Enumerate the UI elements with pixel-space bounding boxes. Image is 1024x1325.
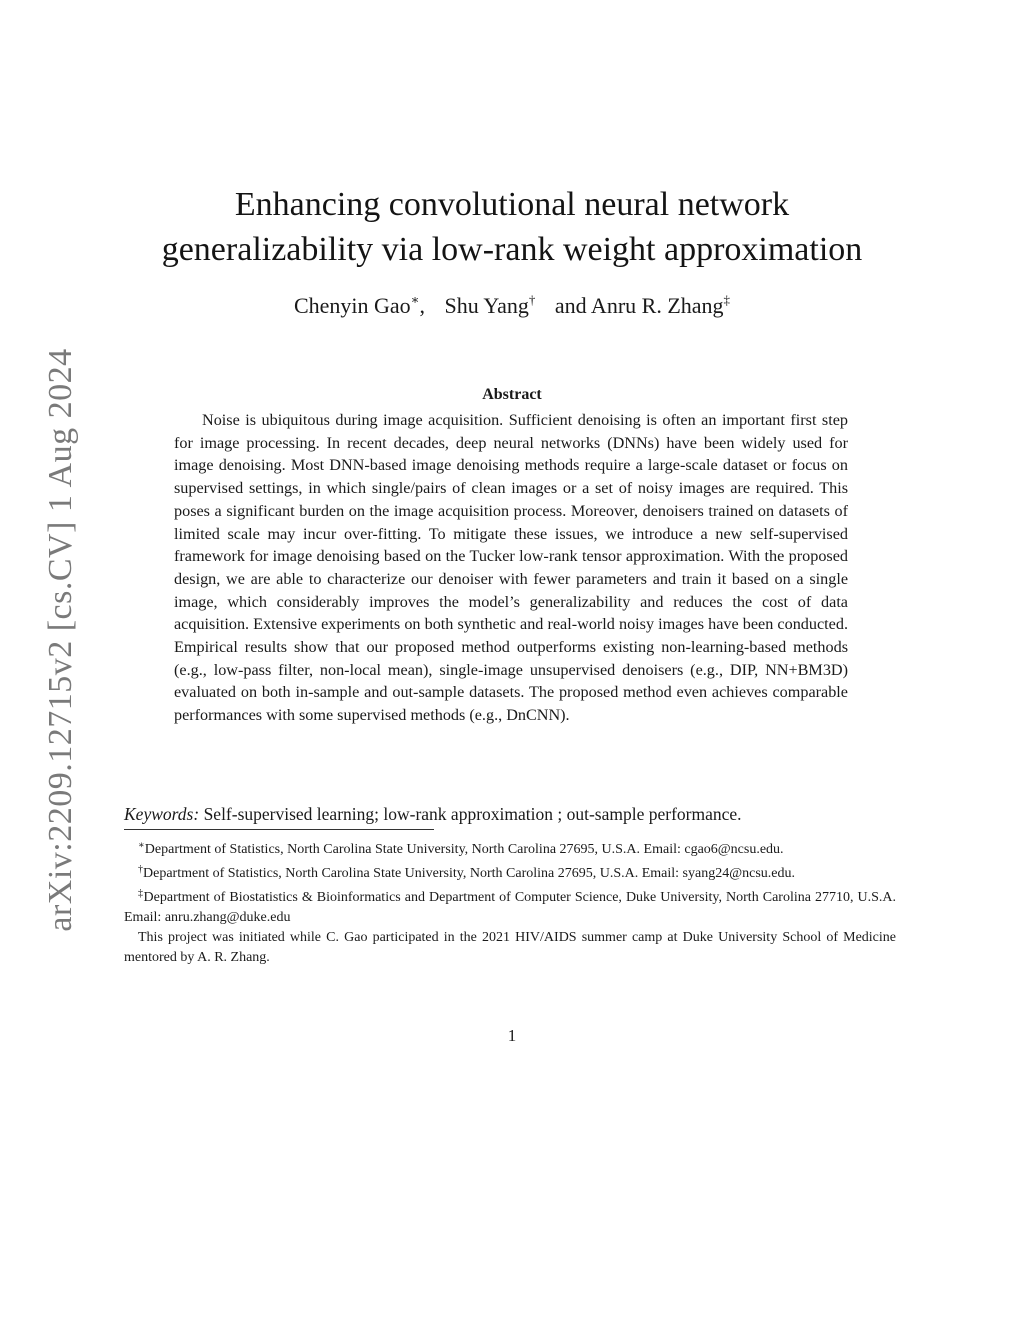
footnote-mark: † — [138, 864, 143, 875]
footnote-mark: ‡ — [138, 888, 144, 899]
footnote — [124, 860, 896, 884]
keywords — [124, 804, 904, 825]
keywords-label: Keywords: — [124, 804, 200, 824]
author-1 — [294, 293, 425, 318]
author-list — [120, 292, 904, 319]
footnote — [124, 884, 896, 928]
keywords-text: Self-supervised learning; low-rank approximation ; out-sample performance. — [203, 804, 742, 824]
author-3 — [555, 293, 730, 318]
arxiv-identifier: arXiv:2209.12715v2 [cs.CV] 1 Aug 2024 — [42, 348, 79, 932]
footnote-text: This project was initiated while C. Gao participated in the 2021 HIV/AIDS summer camp at Duke University School of Medicine mentored by A. R. Zhang. — [124, 930, 896, 965]
title-line-1: Enhancing convolutional neural network — [234, 186, 790, 223]
footnote-text: Department of Biostatistics & Bioinformatics and Department of Computer Science, Duke University, North Carolina 27710, U.S.A. Email: anru.zhang@duke.edu — [124, 890, 897, 925]
author-name: Chenyin Gao — [293, 293, 411, 318]
footnote-divider — [124, 829, 434, 830]
author-separator: , — [419, 293, 425, 318]
abstract-heading: Abstract — [482, 386, 542, 403]
footnote — [124, 928, 896, 968]
author-footnote-mark: ∗ — [410, 292, 420, 307]
footnote-text: Department of Statistics, North Carolina State University, North Carolina 27695, U.S.A. Email: syang24@ncsu.edu. — [143, 866, 795, 881]
author-footnote-mark: ‡ — [723, 292, 731, 307]
footnote-mark: ∗ — [138, 840, 145, 851]
author-footnote-mark: † — [528, 292, 536, 307]
footnote — [124, 836, 896, 860]
author-2 — [445, 293, 536, 318]
title-line-2: generalizability via low-rank weight approximation — [161, 231, 863, 268]
author-name: and Anru R. Zhang — [554, 293, 724, 318]
author-name: Shu Yang — [444, 293, 529, 318]
abstract-text: Noise is ubiquitous during image acquisition. Sufficient denoising is often an important first step for image processing. In recent decades, deep neural networks (DNNs) have been widely used for image denoising. Most DNN-based image denoising methods require a large-scale dataset or focus on supervised settings, in which single/pairs of clean images or a set of noisy images are required. This poses a significant burden on the image acquisition process. Moreover, denoisers trained on datasets of limited scale may incur over-fitting. To mitigate these issues, we introduce a new self-supervised framework for image denoising based on the Tucker low-rank tensor approximation. With the proposed design, we are able to characterize our denoiser with fewer parameters and train it based on a single image, which considerably improves the model’s generalizability and reduces the cost of data acquisition. Extensive experiments on both synthetic and real-world noisy images have been conducted. Empirical results show that our proposed method outperforms existing non-learning-based methods (e.g., low-pass filter, non-local mean), single-image unsupervised denoisers (e.g., DIP, NN+BM3D) evaluated on both in-sample and out-sample datasets. The proposed method even achieves comparable performances with some supervised methods (e.g., DnCNN). — [174, 411, 848, 725]
paper-title — [120, 182, 904, 272]
page-number: 1 — [507, 1026, 517, 1045]
footnotes — [124, 836, 896, 968]
footnote-text: Department of Statistics, North Carolina State University, North Carolina 27695, U.S.A. Email: cgao6@ncsu.edu. — [144, 842, 784, 857]
